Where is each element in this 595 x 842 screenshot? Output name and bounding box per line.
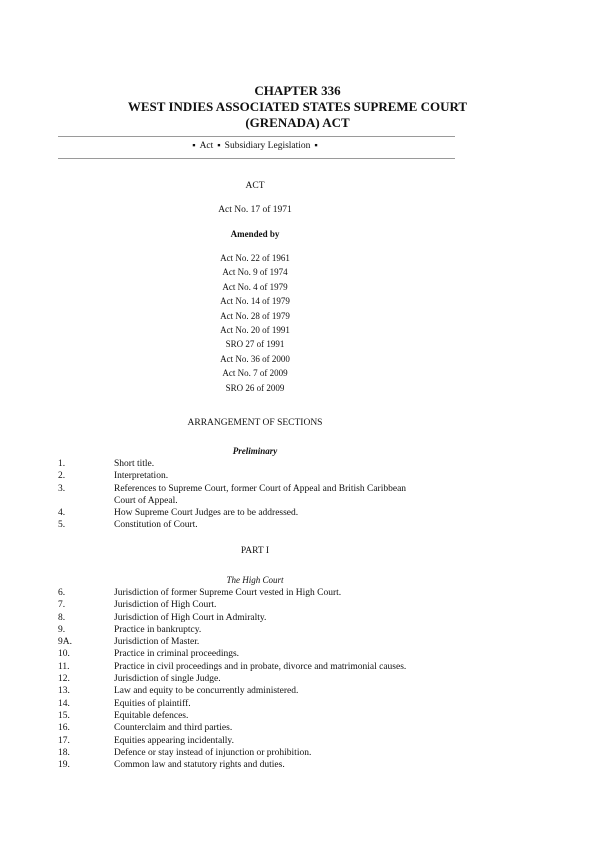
section-number: 9A. xyxy=(58,637,72,648)
section-row[interactable] xyxy=(58,685,478,697)
section-row[interactable] xyxy=(58,495,478,507)
subsidiary-legislation-link[interactable]: Subsidiary Legislation xyxy=(224,141,311,151)
preliminary-heading: Preliminary xyxy=(232,446,278,456)
bullet-icon: ▪ xyxy=(314,141,318,151)
act-heading: ACT xyxy=(245,181,265,191)
section-title: Counterclaim and third parties. xyxy=(114,723,233,734)
chapter-title: CHAPTER 336 xyxy=(254,83,341,98)
amendment-item: Act No. 20 of 1991 xyxy=(220,325,290,336)
high-court-heading: The High Court xyxy=(226,575,284,585)
section-number: 16. xyxy=(58,723,70,734)
section-title: References to Supreme Court, former Court of Appeal and British Caribbean xyxy=(114,483,407,494)
section-title: Common law and statutory rights and duties. xyxy=(114,760,285,771)
section-number: 12. xyxy=(58,674,70,685)
section-title: Jurisdiction of High Court. xyxy=(114,600,217,611)
section-title: Equities appearing incidentally. xyxy=(114,735,234,746)
amendment-item: Act No. 28 of 1979 xyxy=(220,310,290,321)
section-title: Jurisdiction of High Court in Admiralty. xyxy=(114,612,267,623)
section-title: Equities of plaintiff. xyxy=(114,698,191,709)
section-row[interactable] xyxy=(58,759,478,771)
section-number: 11. xyxy=(58,661,70,672)
amendment-item: Act No. 22 of 1961 xyxy=(220,253,290,263)
section-row[interactable] xyxy=(58,624,478,636)
section-row[interactable] xyxy=(58,722,478,734)
section-title: Constitution of Court. xyxy=(114,520,198,531)
section-number: 4. xyxy=(58,508,66,519)
arrangement-heading: ARRANGEMENT OF SECTIONS xyxy=(187,418,323,428)
section-row[interactable] xyxy=(58,470,478,482)
act-number: Act No. 17 of 1971 xyxy=(218,205,292,215)
section-number: 8. xyxy=(58,612,66,623)
amendment-item: SRO 26 of 2009 xyxy=(225,382,285,393)
preliminary-sections-list xyxy=(58,458,478,532)
section-row[interactable] xyxy=(58,735,478,747)
bullet-icon: ▪ xyxy=(217,141,221,151)
section-number: 3. xyxy=(58,483,66,494)
section-number: 15. xyxy=(58,710,70,721)
part-heading: PART I xyxy=(240,546,270,556)
section-title: Jurisdiction of former Supreme Court vested in High Court. xyxy=(114,588,342,598)
section-title: Practice in criminal proceedings. xyxy=(114,649,240,660)
section-nav xyxy=(0,141,510,151)
section-number xyxy=(58,495,114,507)
section-row[interactable] xyxy=(58,507,478,519)
act-link[interactable]: Act xyxy=(199,141,214,151)
amendment-item: Act No. 7 of 2009 xyxy=(222,368,288,379)
section-title: Defence or stay instead of injunction or prohibition. xyxy=(114,747,312,758)
amendment-item: Act No. 4 of 1979 xyxy=(222,281,288,292)
section-row[interactable] xyxy=(58,648,478,660)
amendment-item: Act No. 36 of 2000 xyxy=(220,353,290,364)
amended-by-heading: Amended by xyxy=(230,229,280,239)
amendment-item: Act No. 14 of 1979 xyxy=(220,296,290,307)
section-number: 19. xyxy=(58,760,70,771)
section-row[interactable] xyxy=(58,587,478,599)
section-number: 17. xyxy=(58,735,70,746)
section-title: Law and equity to be concurrently administered. xyxy=(114,686,299,697)
top-rule xyxy=(58,136,455,137)
section-row[interactable] xyxy=(58,698,478,710)
bullet-icon: ▪ xyxy=(192,141,196,151)
section-number: 2. xyxy=(58,471,66,482)
act-title: WEST INDIES ASSOCIATED STATES SUPREME COURT xyxy=(127,99,468,114)
amendment-item: SRO 27 of 1991 xyxy=(225,339,285,350)
amendment-item: Act No. 9 of 1974 xyxy=(222,267,288,278)
section-title: Jurisdiction of single Judge. xyxy=(114,674,221,685)
amendments-list xyxy=(0,251,510,395)
section-title: Short title. xyxy=(114,459,155,469)
section-number: 5. xyxy=(58,520,66,531)
section-title: How Supreme Court Judges are to be addressed. xyxy=(114,508,299,519)
section-row[interactable] xyxy=(58,661,478,673)
section-number: 6. xyxy=(58,588,66,598)
section-row[interactable] xyxy=(58,483,478,495)
section-title: Practice in civil proceedings and in probate, divorce and matrimonial causes. xyxy=(114,661,407,672)
section-number: 13. xyxy=(58,686,70,697)
section-row[interactable] xyxy=(58,636,478,648)
section-row[interactable] xyxy=(58,710,478,722)
section-title: Equitable defences. xyxy=(114,710,189,721)
section-title: Interpretation. xyxy=(114,471,169,482)
section-row[interactable] xyxy=(58,458,478,470)
act-title-subtitle: (GRENADA) ACT xyxy=(245,115,350,130)
section-title: Jurisdiction of Master. xyxy=(114,637,200,648)
section-title: Court of Appeal. xyxy=(114,495,178,506)
section-title: Practice in bankruptcy. xyxy=(114,624,202,635)
section-number: 9. xyxy=(58,624,66,635)
bottom-rule xyxy=(58,158,455,159)
section-number: 18. xyxy=(58,747,70,758)
section-row[interactable] xyxy=(58,519,478,531)
section-row[interactable] xyxy=(58,612,478,624)
section-number: 10. xyxy=(58,649,70,660)
section-number: 14. xyxy=(58,698,70,709)
section-row[interactable] xyxy=(58,599,478,611)
section-row[interactable] xyxy=(58,747,478,759)
part1-sections-list xyxy=(58,587,478,771)
section-number: 1. xyxy=(58,459,66,469)
section-number: 7. xyxy=(58,600,66,611)
section-row[interactable] xyxy=(58,673,478,685)
